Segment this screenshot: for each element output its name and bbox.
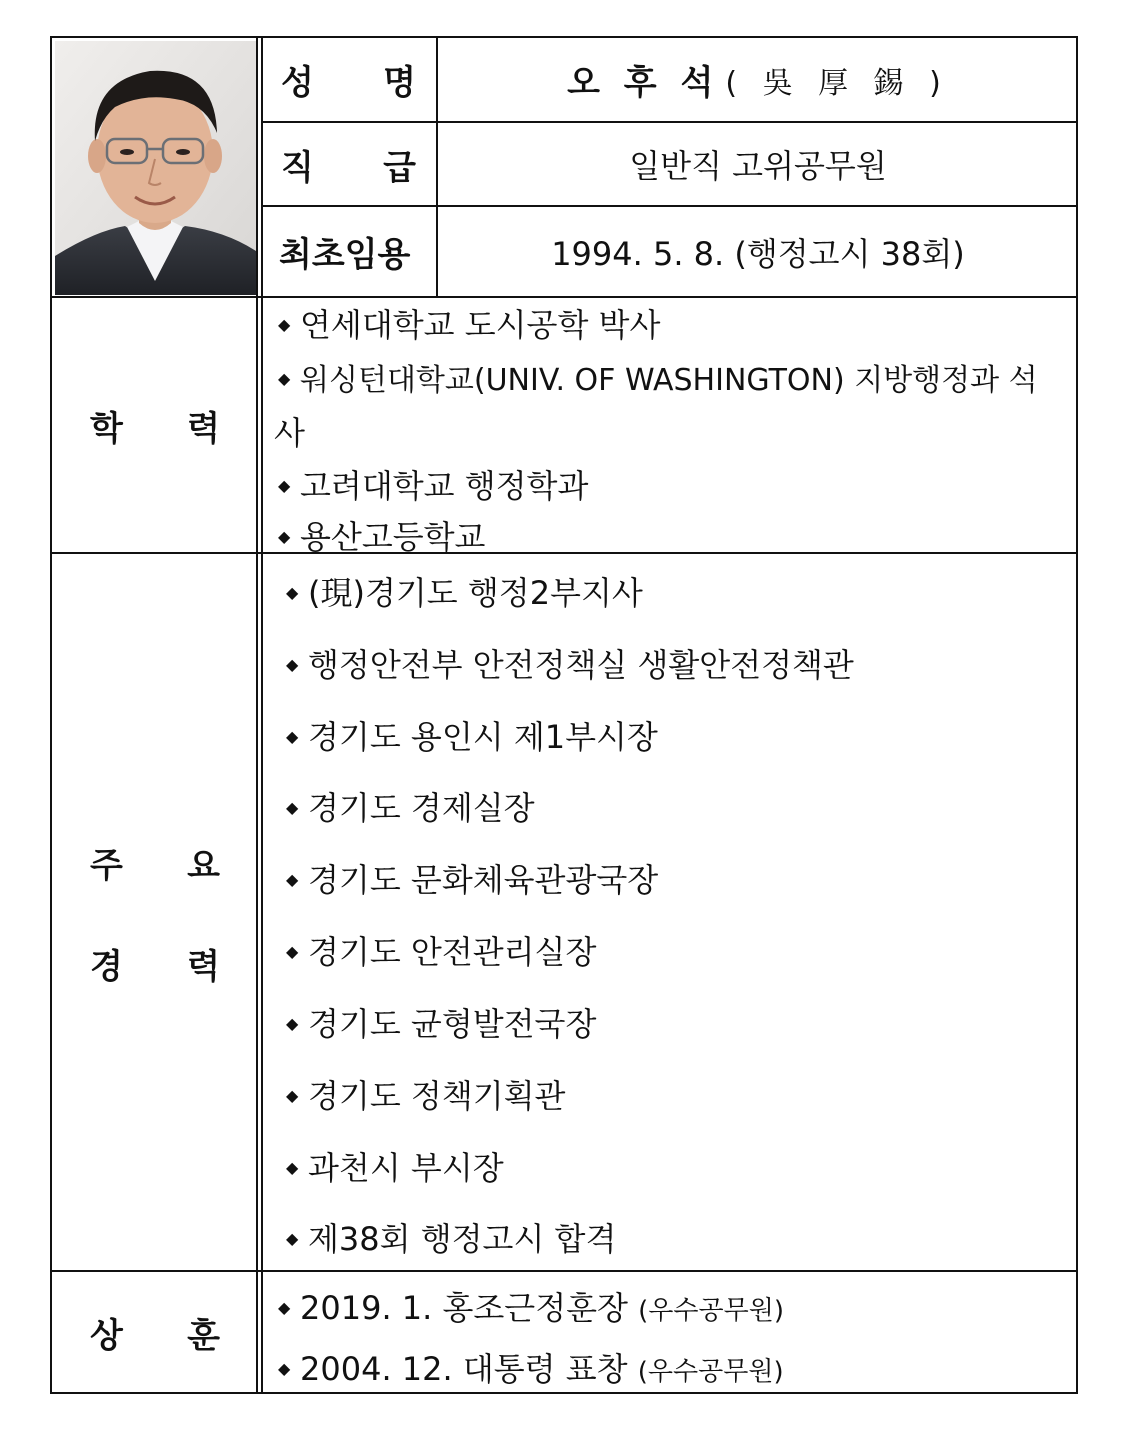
list-item [278,300,660,346]
grade-label-char-2: 급 [383,147,416,188]
education-label [90,298,220,552]
awards-label [90,1272,220,1392]
bullet-icon: ◆ [278,1358,291,1378]
list-item [286,855,658,901]
name-label-char-1: 성 [281,63,314,103]
bullet-icon: ◆ [286,941,299,961]
list-item [286,1214,616,1260]
row-divider [52,552,1078,554]
grade-label-char-1: 직 [281,147,314,188]
column-divider [261,38,263,1392]
list-item [286,1071,565,1117]
career-label-row-1 [90,838,220,887]
career-label-char: 경 [90,947,123,987]
list-item [286,712,658,758]
awards-label-char-2: 훈 [187,1315,220,1356]
career-item-text: 경기도 균형발전국장 [308,1005,597,1043]
career-item-text: 경기도 용인시 제1부시장 [308,718,658,756]
bullet-icon: ◆ [278,475,291,495]
first-appointment-label [279,207,429,296]
awards-label-char-1: 상 [90,1315,123,1356]
career-label-char: 주 [90,846,123,886]
profile-table [50,36,1078,1394]
education-item-text: 고려대학교 행정학과 [300,467,589,505]
career-item-text: 경기도 경제실장 [308,789,535,827]
column-divider [256,38,258,1392]
education-label-char-1: 학 [90,408,123,449]
list-item [278,461,588,507]
list-item [274,408,305,454]
bullet-icon: ◆ [286,1013,299,1033]
name-korean: 오 후 석 [567,63,720,103]
list-item [278,512,485,558]
bullet-icon: ◆ [278,526,291,546]
award-item-text: 2004. 12. 대통령 표창 [300,1350,628,1388]
career-item-text: (現)경기도 행정2부지사 [308,574,643,612]
bullet-icon: ◆ [278,314,291,334]
career-label-char: 요 [187,846,220,886]
name-label [281,38,416,121]
bullet-icon: ◆ [286,726,299,746]
education-item-text: 워싱턴대학교(UNIV. OF WASHINGTON) 지방행정과 석 [300,363,1038,398]
bullet-icon: ◆ [278,1297,291,1317]
list-item [278,1283,784,1329]
career-item-text: 경기도 정책기획관 [308,1077,566,1115]
education-item-text: 연세대학교 도시공학 박사 [300,306,661,344]
education-label-char-2: 력 [187,408,220,449]
bullet-icon: ◆ [286,869,299,889]
bullet-icon: ◆ [286,654,299,674]
career-item-text: 제38회 행정고시 합격 [308,1220,617,1258]
list-item [278,1344,784,1390]
name-hanja: ( 吳 厚 錫 ) [725,65,949,101]
award-item-note: (우수공무원) [637,1357,784,1387]
career-item-text: 행정안전부 안전정책실 생활안전정책관 [308,646,854,684]
list-item [286,640,854,686]
grade-value: 일반직 고위공무원 [629,147,887,185]
list-item [286,999,596,1045]
career-item-text: 과천시 부시장 [308,1149,504,1187]
list-item [286,927,596,973]
career-item-text: 경기도 문화체육관광국장 [308,861,659,899]
award-item-text: 2019. 1. 홍조근정훈장 [300,1289,628,1327]
bullet-icon: ◆ [278,369,291,388]
first-appointment-label-text: 최초임용 [279,235,411,275]
career-label-char: 력 [187,947,220,987]
education-item-text: 용산고등학교 [300,518,486,556]
first-appointment-value: 1994. 5. 8. (행정고시 38회) [551,234,965,273]
profile-photo [55,41,256,295]
career-label [90,838,220,988]
name-value [438,38,1078,121]
name-label-char-2: 명 [383,63,416,103]
award-item-note: (우수공무원) [638,1296,785,1326]
bullet-icon: ◆ [286,1228,299,1248]
bullet-icon: ◆ [286,1157,299,1177]
bullet-icon: ◆ [286,797,299,817]
portrait-image [55,41,256,295]
list-item [286,1143,504,1189]
list-item [286,568,643,614]
career-item-text: 경기도 안전관리실장 [308,933,597,971]
list-item [286,783,535,829]
list-item [278,355,1038,399]
bullet-icon: ◆ [286,1085,299,1105]
education-item-text: 사 [274,414,305,452]
bullet-icon: ◆ [286,582,299,602]
grade-label [281,123,416,205]
career-label-row-2 [90,939,220,988]
